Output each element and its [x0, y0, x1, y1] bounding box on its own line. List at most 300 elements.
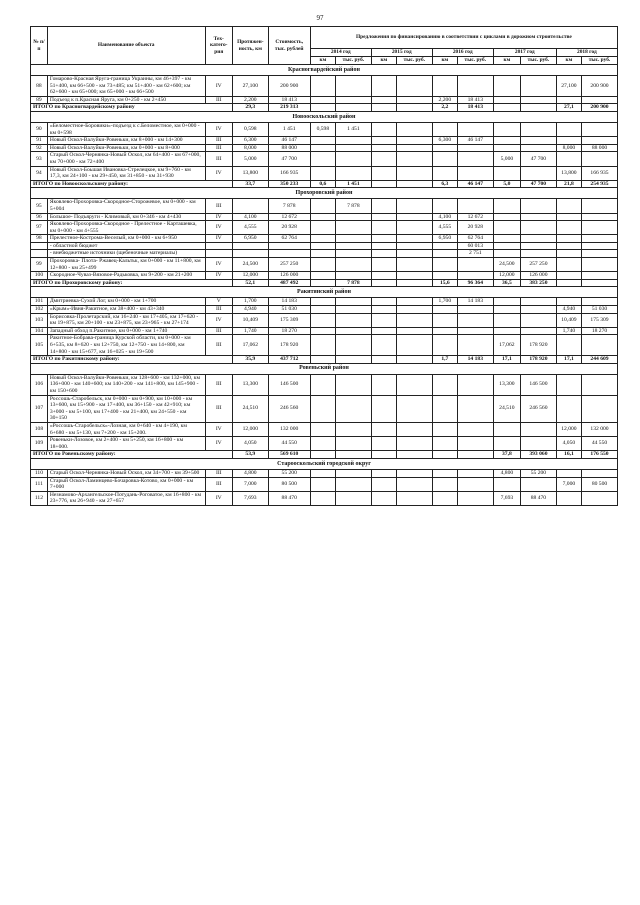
year-km-cell [310, 477, 335, 491]
year-km-cell: 4,555 [432, 221, 457, 235]
total-year-km [493, 104, 520, 112]
object-name: Старый Оскол-Чернянка-Новый Оскол, км 34+700 - км 39+500 [47, 469, 205, 477]
object-name: «Россошь-Старобельск»-Лозная, км 0+640 - км 4+190, км 6+680 - км 5+130, км 7+200 - км 15+200. [47, 422, 205, 436]
year-rub-cell [396, 221, 432, 235]
year-rub-cell [521, 122, 557, 136]
cost-value: 44 550 [268, 437, 310, 451]
year-rub-cell [335, 313, 371, 327]
object-name: Западный обход п.Ракитное, км 0+000 - км 1+740 [47, 327, 205, 335]
year-rub-cell [457, 313, 493, 327]
year-rub-cell [396, 395, 432, 422]
cost-value: 88 000 [268, 144, 310, 152]
year-rub-cell [396, 96, 432, 104]
cost-value: 7 878 [268, 199, 310, 213]
year-km-cell: 8,000 [556, 144, 581, 152]
object-name: «Крым»-Ивня-Ракитное, км 38+400 - км 43+340 [47, 306, 205, 314]
year-km-cell [310, 76, 335, 97]
header-unit-rub: тыс. руб. [457, 57, 493, 65]
row-number: 103 [31, 313, 48, 327]
tech-category: IV [205, 437, 232, 451]
table-row [31, 144, 618, 152]
year-rub-cell [335, 272, 371, 280]
year-rub-cell [396, 306, 432, 314]
year-rub-cell: 47 700 [521, 152, 557, 166]
total-year-km [556, 279, 581, 287]
year-rub-cell [396, 152, 432, 166]
year-rub-cell [521, 313, 557, 327]
year-km-cell: 2,200 [432, 96, 457, 104]
cost-value: 55 200 [268, 469, 310, 477]
tech-category: IV [205, 122, 232, 136]
year-rub-cell [396, 250, 432, 258]
year-rub-cell [335, 437, 371, 451]
cost-value: 12 672 [268, 213, 310, 221]
row-number: 94 [31, 166, 48, 180]
total-year-km [310, 104, 335, 112]
year-km-cell [432, 374, 457, 395]
year-km-cell [432, 335, 457, 356]
total-cost: 437 712 [268, 356, 310, 364]
cost-value: 88 470 [268, 491, 310, 505]
length-km: 8,000 [232, 144, 268, 152]
year-km-cell [371, 258, 396, 272]
total-year-km: 5,0 [493, 180, 520, 188]
tech-category: V [205, 298, 232, 306]
year-km-cell [310, 374, 335, 395]
year-rub-cell [582, 152, 618, 166]
tech-category: III [205, 395, 232, 422]
year-km-cell [310, 395, 335, 422]
cost-value: 126 000 [268, 272, 310, 280]
year-rub-cell [335, 491, 371, 505]
year-km-cell [371, 137, 396, 145]
tech-category: III [205, 96, 232, 104]
year-km-cell [371, 327, 396, 335]
object-name: Гомарово-Красная Яруга-граница Украины, км 46+397 - км 51+400, км 66+500 - км 73+485; км 51+400 - км 62+600; км 62+600 - км 65+000; км 65+000 - км 66+500 [47, 76, 205, 97]
year-rub-cell: 178 920 [521, 335, 557, 356]
table-row [31, 258, 618, 272]
year-km-cell [493, 313, 520, 327]
year-rub-cell [582, 235, 618, 243]
cost-value [268, 250, 310, 258]
year-km-cell [310, 144, 335, 152]
year-rub-cell [582, 199, 618, 213]
year-rub-cell: 14 183 [457, 298, 493, 306]
table-row [31, 298, 618, 306]
year-rub-cell [457, 272, 493, 280]
cost-value: 1 451 [268, 122, 310, 136]
header-unit-km: км [556, 57, 581, 65]
year-km-cell [556, 469, 581, 477]
road-program-table [30, 26, 618, 506]
year-rub-cell [335, 76, 371, 97]
year-km-cell: 24,500 [493, 258, 520, 272]
year-rub-cell [521, 477, 557, 491]
section-header-row [31, 188, 618, 199]
object-name: Подъезд к п.Красная Яруга, км 0+250 - км 2+450 [47, 96, 205, 104]
total-year-km: 21,8 [556, 180, 581, 188]
total-label: ИТОГО по Красногвардейскому району [31, 104, 233, 112]
tech-category [205, 250, 232, 258]
table-row [31, 374, 618, 395]
total-year-km: 0,6 [310, 180, 335, 188]
tech-category [205, 242, 232, 250]
object-name: Старый Оскол-Ламинцево-Бочаровка-Котово, км 0+000 - км 7+000 [47, 477, 205, 491]
year-km-cell [432, 76, 457, 97]
year-rub-cell [582, 213, 618, 221]
section-title: Ровеньский район [31, 363, 618, 374]
length-km: 5,000 [232, 152, 268, 166]
year-km-cell [310, 422, 335, 436]
year-rub-cell [521, 422, 557, 436]
object-name: Россошь-Старобельск, км 0+000 - км 0+900, км 10+000 - км 13+600, км 15+900 - км 17+400, км 36+150 - км 42+910; км 3+000 - км 5+100, км 17+400 - км 21+400, км 24+550 - км 30+150 [47, 395, 205, 422]
total-year-rub [396, 356, 432, 364]
year-km-cell [556, 221, 581, 235]
total-year-km: 36,5 [493, 279, 520, 287]
year-km-cell: 12,000 [556, 422, 581, 436]
total-year-rub [335, 104, 371, 112]
total-year-rub: 1 451 [335, 180, 371, 188]
year-rub-cell [521, 144, 557, 152]
row-number: 101 [31, 298, 48, 306]
header-num: № п/п [31, 27, 48, 65]
cost-value: 175 309 [268, 313, 310, 327]
object-name: «Беломестное-Боровики»-подъезд к с.Беломестное, км 0+000 - км 0+598 [47, 122, 205, 136]
year-km-cell [371, 122, 396, 136]
year-km-cell [432, 469, 457, 477]
year-km-cell [371, 166, 396, 180]
year-rub-cell [396, 469, 432, 477]
header-unit-rub: тыс. руб. [335, 57, 371, 65]
total-year-km [310, 451, 335, 459]
year-km-cell [556, 122, 581, 136]
section-total-row [31, 180, 618, 188]
length-km: 4,050 [232, 437, 268, 451]
year-rub-cell [396, 258, 432, 272]
total-year-rub [396, 180, 432, 188]
length-km: 24,500 [232, 258, 268, 272]
row-number: 89 [31, 96, 48, 104]
total-year-rub: 383 250 [521, 279, 557, 287]
row-number: 96 [31, 213, 48, 221]
header-unit-rub: тыс. руб. [521, 57, 557, 65]
cost-value: 166 935 [268, 166, 310, 180]
object-name: Яковлево-Прохоровка-Скородное - Прелестное - Карташевка, км 0+000 - км 4+555 [47, 221, 205, 235]
year-km-cell [493, 250, 520, 258]
tech-category: IV [205, 258, 232, 272]
year-km-cell [493, 137, 520, 145]
year-km-cell [371, 491, 396, 505]
year-rub-cell: 20 928 [457, 221, 493, 235]
year-rub-cell [521, 221, 557, 235]
year-rub-cell [396, 437, 432, 451]
year-rub-cell: 7 878 [335, 199, 371, 213]
header-year: 2016 год [432, 49, 493, 57]
year-rub-cell [396, 477, 432, 491]
year-rub-cell [335, 395, 371, 422]
year-km-cell: 4,100 [432, 213, 457, 221]
cost-value: 146 500 [268, 374, 310, 395]
year-km-cell [371, 242, 396, 250]
total-year-rub [335, 451, 371, 459]
total-year-rub [335, 356, 371, 364]
header-year: 2014 год [310, 49, 371, 57]
year-rub-cell: 132 000 [582, 422, 618, 436]
tech-category: III [205, 137, 232, 145]
header-unit-km: км [310, 57, 335, 65]
year-rub-cell [457, 258, 493, 272]
tech-category: III [205, 199, 232, 213]
year-rub-cell [335, 298, 371, 306]
row-number: 104 [31, 327, 48, 335]
year-km-cell [310, 306, 335, 314]
year-rub-cell [396, 335, 432, 356]
total-year-km [371, 279, 396, 287]
year-rub-cell [335, 477, 371, 491]
year-km-cell: 1,700 [432, 298, 457, 306]
header-year: 2015 год [371, 49, 432, 57]
year-rub-cell [521, 137, 557, 145]
year-km-cell [371, 96, 396, 104]
year-km-cell: 0,598 [310, 122, 335, 136]
object-name: - областной бюджет [47, 242, 205, 250]
header-year: 2018 год [556, 49, 617, 57]
year-rub-cell: 246 560 [521, 395, 557, 422]
year-rub-cell [457, 152, 493, 166]
row-number: 88 [31, 76, 48, 97]
year-km-cell: 17,062 [493, 335, 520, 356]
table-row [31, 235, 618, 243]
year-rub-cell [396, 242, 432, 250]
total-year-rub: 393 060 [521, 451, 557, 459]
year-km-cell [493, 221, 520, 235]
year-km-cell [556, 96, 581, 104]
year-km-cell [556, 137, 581, 145]
total-year-rub [582, 279, 618, 287]
cost-value: 246 560 [268, 395, 310, 422]
year-rub-cell [582, 335, 618, 356]
table-row [31, 166, 618, 180]
total-length: 53,9 [232, 451, 268, 459]
total-year-rub [396, 104, 432, 112]
total-year-rub: 14 183 [457, 356, 493, 364]
year-km-cell [371, 221, 396, 235]
total-year-km [371, 356, 396, 364]
year-rub-cell: 88 000 [582, 144, 618, 152]
year-km-cell: 27,100 [556, 76, 581, 97]
year-km-cell [556, 258, 581, 272]
length-km: 27,100 [232, 76, 268, 97]
year-rub-cell [521, 298, 557, 306]
year-km-cell [310, 250, 335, 258]
year-km-cell [310, 313, 335, 327]
year-km-cell: 12,000 [493, 272, 520, 280]
cost-value: 132 000 [268, 422, 310, 436]
year-km-cell [556, 374, 581, 395]
year-km-cell [556, 242, 581, 250]
year-rub-cell [335, 152, 371, 166]
year-km-cell [556, 250, 581, 258]
total-year-km: 15,6 [432, 279, 457, 287]
length-km: 17,062 [232, 335, 268, 356]
table-row [31, 306, 618, 314]
row-number: 108 [31, 422, 48, 436]
year-km-cell [556, 199, 581, 213]
year-km-cell [310, 199, 335, 213]
year-rub-cell [457, 422, 493, 436]
table-row [31, 152, 618, 166]
tech-category: IV [205, 221, 232, 235]
header-cost: Стоимость, тыс. рублей [268, 27, 310, 65]
length-km: 24,510 [232, 395, 268, 422]
total-year-km [310, 356, 335, 364]
row-number: 109 [31, 437, 48, 451]
total-year-rub [396, 451, 432, 459]
year-rub-cell [396, 199, 432, 213]
year-rub-cell [335, 144, 371, 152]
row-number: 99 [31, 258, 48, 272]
table-row [31, 213, 618, 221]
year-km-cell [310, 298, 335, 306]
year-km-cell [556, 213, 581, 221]
year-km-cell [556, 335, 581, 356]
total-year-km [371, 180, 396, 188]
year-km-cell [432, 272, 457, 280]
year-rub-cell [335, 469, 371, 477]
object-name: Прохоровка- Плота- Ржавец-Кальтьк, км 0+000 - км 11+800, км 12+800 - км 25+499 [47, 258, 205, 272]
total-length: 52,1 [232, 279, 268, 287]
year-rub-cell [335, 258, 371, 272]
year-km-cell [493, 422, 520, 436]
year-rub-cell [396, 327, 432, 335]
year-rub-cell [396, 374, 432, 395]
year-rub-cell [396, 76, 432, 97]
year-rub-cell [582, 258, 618, 272]
year-rub-cell: 175 309 [582, 313, 618, 327]
object-name: Ракитное-Бобрава-граница Курской области, км 0+000 - км 6+535, км 8+620 - км 12+750, км 12+750 - км 14+800, км 14+800 - км 15+677, км 16+025 - км 19+500 [47, 335, 205, 356]
year-rub-cell [582, 395, 618, 422]
page-number: 97 [316, 14, 324, 22]
total-year-km: 37,8 [493, 451, 520, 459]
year-rub-cell [335, 166, 371, 180]
road-program-table-wrapper [30, 26, 618, 506]
year-km-cell [371, 437, 396, 451]
year-km-cell [371, 76, 396, 97]
length-km: 2,200 [232, 96, 268, 104]
section-header-row [31, 363, 618, 374]
year-rub-cell [521, 199, 557, 213]
section-title: Новооскольский район [31, 111, 618, 122]
year-km-cell [310, 272, 335, 280]
total-year-km [371, 451, 396, 459]
year-rub-cell [396, 213, 432, 221]
header-length: Протяжен- ность, км [232, 27, 268, 65]
year-rub-cell [582, 242, 618, 250]
length-km: 4,555 [232, 221, 268, 235]
total-year-rub [521, 104, 557, 112]
year-km-cell [310, 242, 335, 250]
year-km-cell [432, 166, 457, 180]
year-km-cell [493, 477, 520, 491]
total-year-km [310, 279, 335, 287]
year-km-cell [371, 144, 396, 152]
year-rub-cell [521, 437, 557, 451]
year-rub-cell [396, 491, 432, 505]
length-km: 13,800 [232, 166, 268, 180]
year-km-cell [371, 422, 396, 436]
total-year-rub: 47 700 [521, 180, 557, 188]
total-cost: 350 233 [268, 180, 310, 188]
year-rub-cell [582, 137, 618, 145]
table-row [31, 250, 618, 258]
year-km-cell [556, 272, 581, 280]
header-name: Наименование объекта [47, 27, 205, 65]
total-year-rub: 178 920 [521, 356, 557, 364]
year-rub-cell [335, 422, 371, 436]
total-year-rub: 7 878 [335, 279, 371, 287]
year-km-cell [310, 469, 335, 477]
year-km-cell [310, 235, 335, 243]
year-rub-cell [457, 477, 493, 491]
section-title: Красногвардейский район [31, 65, 618, 76]
tech-category: IV [205, 272, 232, 280]
cost-value: 47 700 [268, 152, 310, 166]
table-row [31, 327, 618, 335]
row-number: 110 [31, 469, 48, 477]
year-rub-cell [457, 335, 493, 356]
cost-value: 51 030 [268, 306, 310, 314]
row-number: 112 [31, 491, 48, 505]
year-rub-cell [582, 96, 618, 104]
row-number: 107 [31, 395, 48, 422]
year-km-cell [371, 250, 396, 258]
table-body [31, 65, 618, 506]
total-year-km: 27,1 [556, 104, 581, 112]
length-km: 13,300 [232, 374, 268, 395]
year-rub-cell [396, 298, 432, 306]
tech-category: III [205, 144, 232, 152]
length-km: 7,693 [232, 491, 268, 505]
year-km-cell [310, 491, 335, 505]
year-km-cell: 4,050 [556, 437, 581, 451]
year-rub-cell [335, 306, 371, 314]
year-rub-cell [457, 199, 493, 213]
total-label: ИТОГО по Прохоровскому району: [31, 279, 233, 287]
object-name: Яковлево-Прохоровка-Скородное-Сторожевое, км 0+000 - км 5+004 [47, 199, 205, 213]
tech-category: IV [205, 76, 232, 97]
year-km-cell [310, 213, 335, 221]
tech-category: III [205, 327, 232, 335]
row-number: 97 [31, 221, 48, 235]
year-km-cell [310, 221, 335, 235]
length-km: 4,940 [232, 306, 268, 314]
length-km: 4,800 [232, 469, 268, 477]
year-rub-cell [457, 469, 493, 477]
year-km-cell: 13,800 [556, 166, 581, 180]
row-number [31, 242, 48, 250]
year-km-cell [493, 199, 520, 213]
year-rub-cell [335, 137, 371, 145]
row-number: 106 [31, 374, 48, 395]
row-number: 111 [31, 477, 48, 491]
section-title: Старооскольский городской округ [31, 458, 618, 469]
year-km-cell [493, 96, 520, 104]
length-km [232, 250, 268, 258]
tech-category: IV [205, 166, 232, 180]
table-row [31, 96, 618, 104]
year-rub-cell: 18 270 [582, 327, 618, 335]
total-year-km: 17,1 [493, 356, 520, 364]
